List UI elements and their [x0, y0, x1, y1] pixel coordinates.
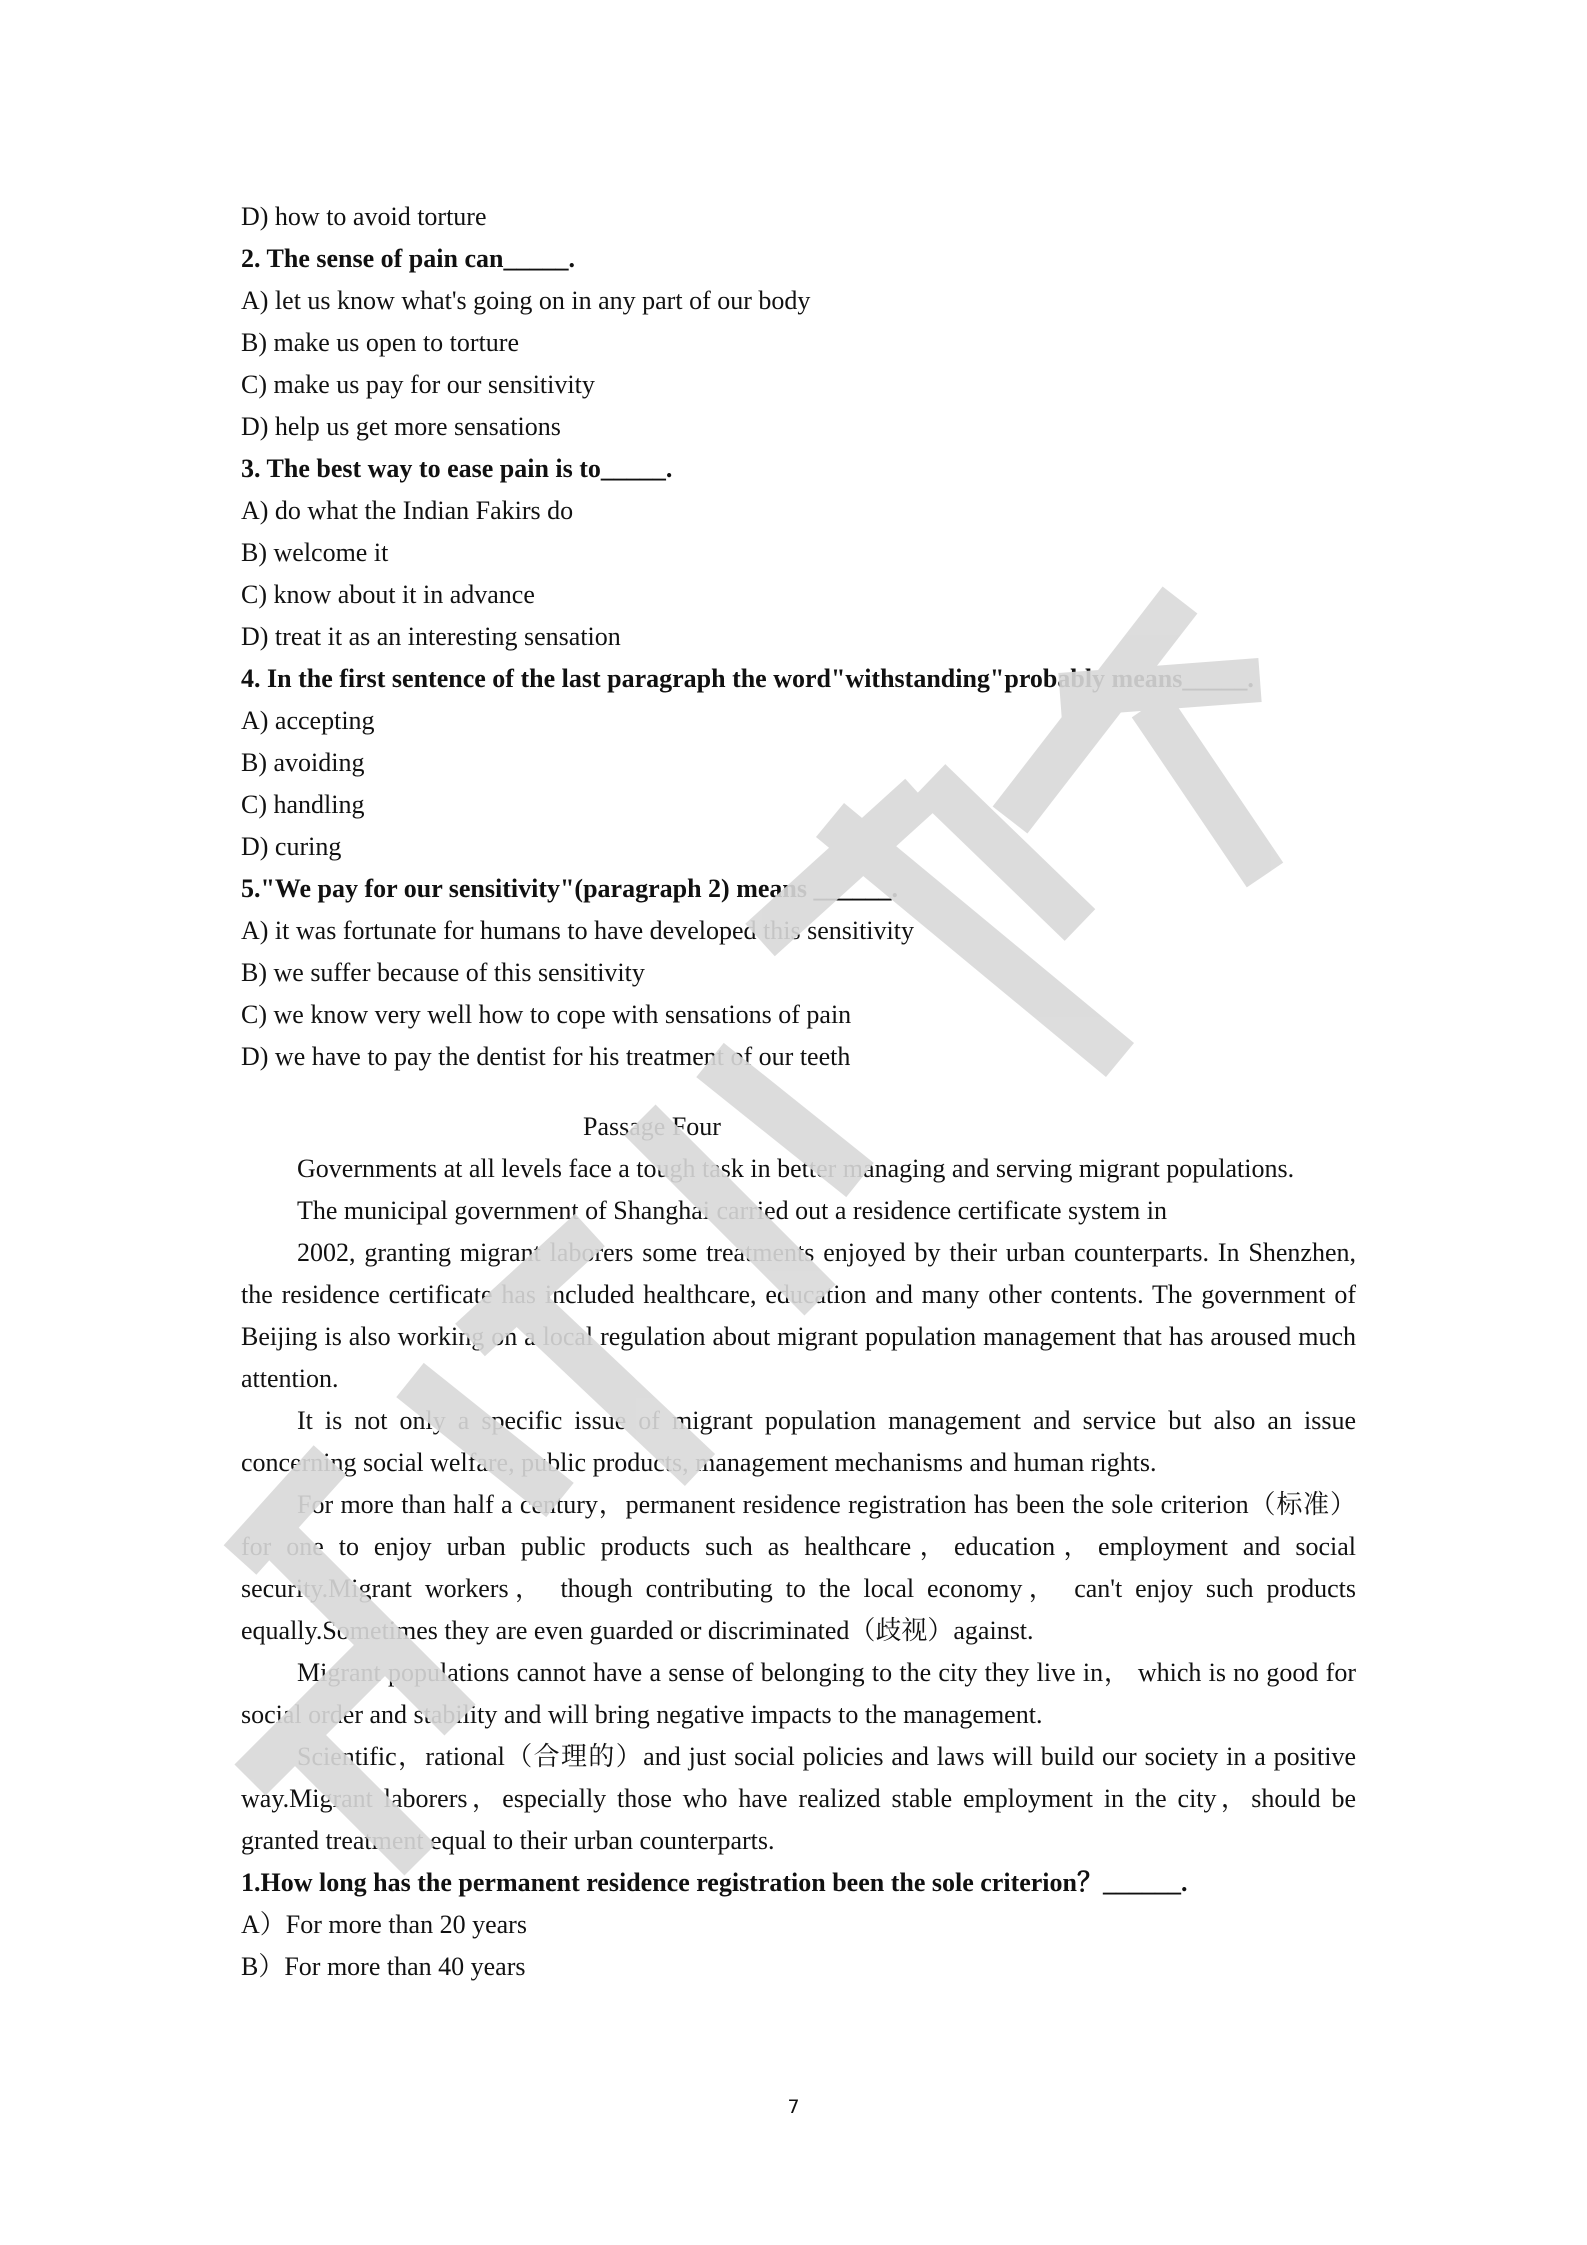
passage-paragraph: The municipal government of Shanghai carried out a residence certificate system in [297, 1196, 1167, 1225]
q1-option-d: D) how to avoid torture [241, 202, 487, 231]
passage-paragraph: Governments at all levels face a tough task in better managing and serving migrant populations. [297, 1154, 1295, 1183]
q5-option-b: B) we suffer because of this sensitivity [241, 958, 645, 987]
question-2: 2. The sense of pain can_____. [241, 244, 575, 273]
page-number: 7 [787, 2096, 800, 2118]
q3-option-c: C) know about it in advance [241, 580, 535, 609]
pq1-option-a: A）For more than 20 years [241, 1910, 527, 1939]
q2-option-b: B) make us open to torture [241, 328, 519, 357]
page-content [241, 196, 1356, 1988]
q2-option-a: A) let us know what's going on in any part of our body [241, 286, 811, 315]
q5-option-c: C) we know very well how to cope with sensations of pain [241, 1000, 852, 1029]
q4-option-b: B) avoiding [241, 748, 365, 777]
question-3: 3. The best way to ease pain is to_____. [241, 454, 673, 483]
passage-title: Passage Four [583, 1112, 721, 1141]
q2-option-d: D) help us get more sensations [241, 412, 561, 441]
q4-option-a: A) accepting [241, 706, 375, 735]
passage-question-1: 1.How long has the permanent residence registration been the sole criterion？______. [241, 1868, 1188, 1897]
passage-paragraph: It is not only a specific issue of migrant population management and service but also an issue concerning social welfare, public products, management mechanisms and human rights. [241, 1406, 1356, 1477]
q3-option-a: A) do what the Indian Fakirs do [241, 496, 574, 525]
q4-option-d: D) curing [241, 832, 342, 861]
q4-option-c: C) handling [241, 790, 365, 819]
passage-paragraph: 2002, granting migrant laborers some treatments enjoyed by their urban counterparts. In Shenzhen, the residence certificate has included healthcare, education and many other contents. The government of Beijing is also working on a local regulation about migrant population management that has aroused much attention. [241, 1238, 1356, 1393]
pq1-option-b: B）For more than 40 years [241, 1952, 526, 1981]
q3-option-d: D) treat it as an interesting sensation [241, 622, 621, 651]
passage-paragraph: Migrant populations cannot have a sense of belonging to the city they live in， which is no good for social order and stability and will bring negative impacts to the management. [241, 1658, 1356, 1729]
q2-option-c: C) make us pay for our sensitivity [241, 370, 595, 399]
question-5: 5."We pay for our sensitivity"(paragraph 2) means ______. [241, 874, 898, 903]
q3-option-b: B) welcome it [241, 538, 389, 567]
passage-paragraph: For more than half a century，permanent residence registration has been the sole criterion（标准）for one to enjoy urban public products such as healthcare，education，employment and social security.Migrant workers， though contributing to the local economy， can't enjoy such products equally.Sometimes they are even guarded or discriminated（歧视）against. [241, 1490, 1356, 1645]
q5-option-d: D) we have to pay the dentist for his treatment of our teeth [241, 1042, 851, 1071]
q5-option-a: A) it was fortunate for humans to have developed this sensitivity [241, 916, 914, 945]
question-4: 4. In the first sentence of the last paragraph the word"withstanding"probably means_____. [241, 664, 1254, 693]
passage-paragraph: Scientific，rational（合理的）and just social policies and laws will build our society in a positive way.Migrant laborers，especially those who have realized stable employment in the city，should be granted treatment equal to their urban counterparts. [241, 1742, 1356, 1855]
